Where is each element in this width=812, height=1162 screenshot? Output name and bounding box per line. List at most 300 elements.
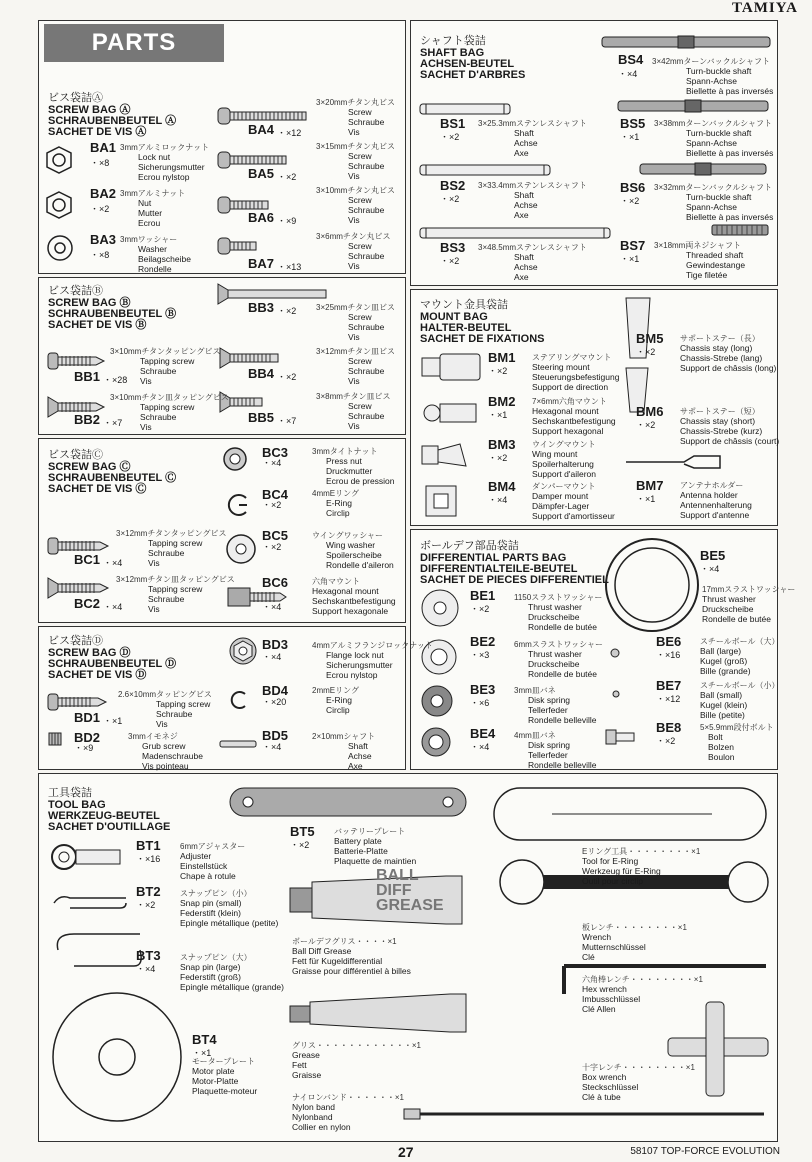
part-names [680,343,776,373]
section-header-mount [420,296,544,345]
part-spec: 3×12mmチタンタッピングビス [116,529,227,538]
section-header-bag-c [48,446,176,495]
part-name-line: Schraube [140,366,177,376]
part-spec: 3×10mmチタン丸ビス [316,186,395,195]
part-name-line: Achse [514,138,538,148]
wing-washer-icon [225,533,257,565]
part-spec: 3×8mmチタン皿ビス [316,392,391,401]
part-spec: スチールボール（小） [700,681,780,690]
part-spec: 3×32mmターンバックルシャフト [654,183,773,192]
part-name-line: Screw [348,151,372,161]
part-names [138,152,205,182]
part-spec: 4mmアルミフランジロックナット [312,641,433,650]
header-en: MOUNT BAG [420,311,488,323]
part-spec: ステアリングマウント [532,353,612,362]
part-name-line: Schraube [348,161,385,171]
part-name-line: Vis [140,422,152,432]
part-quantity: ・×4 [488,495,508,505]
part-names [348,401,384,431]
part-name-line: Axe [348,761,363,771]
part-name-line: Plaquette-moteur [192,1086,258,1096]
part-name-line: Sicherungsmutter [138,162,205,172]
part-quantity: ・×2 [488,453,508,463]
part-quantity: ・×2 [488,366,508,376]
part-name-line: Kugel (groß) [700,656,748,666]
part-name-line: Sicherungsmutter [326,660,393,670]
part-quantity: ・×4 [700,564,720,574]
part-name-line: Adjuster [180,851,212,861]
part-name-line: Vis [348,127,360,137]
part-name-line: Rondelle de butée [702,614,772,624]
part-spec: 3×12mmチタン皿ビス [316,347,395,356]
screw-icon [218,236,258,256]
thrust-washer-icon [420,588,460,628]
tool-name-line: Steckschlüssel [582,1082,639,1092]
part-names [680,416,779,446]
part-spec: 2×10mmシャフト [312,732,376,741]
press-nut-icon [222,446,248,472]
tapping-screw-icon [48,692,108,712]
part-quantity: ・×4 [262,652,282,662]
part-name-line: Circlip [326,705,350,715]
part-name-line: Druckscheibe [702,604,754,614]
part-quantity: ・×4 [262,742,282,752]
part-name-line: Screw [348,241,372,251]
part-name-line: Tapping screw [148,584,203,594]
part-names [514,252,538,282]
part-name-line: Biellette à pas inversés [686,86,774,96]
part-name-line: Schraube [348,322,385,332]
header-fr: SACHET DE VIS Ⓐ [48,126,147,138]
tool-names [292,946,411,976]
part-name-line: Federstift (klein) [180,908,241,918]
part-quantity: ・×2 [277,172,297,182]
tool-name-line: Clé à tube [582,1092,621,1102]
part-name-line: Thrust washer [528,602,582,612]
part-name-line: Support de direction [532,382,609,392]
part-quantity: ・×28 [103,375,128,385]
part-spec: 3×33.4mmステンレスシャフト [478,181,587,190]
part-name-line: Shaft [514,252,534,262]
part-names [528,695,597,725]
part-name-line: Grub screw [142,741,186,751]
part-name-line: Support d'aileron [532,469,596,479]
part-quantity: ・×2 [636,347,656,357]
part-quantity: ・×9 [74,743,94,753]
part-name-line: Bille (grande) [700,666,751,676]
part-names [348,241,384,271]
part-name-line: Turn-buckle shaft [686,66,752,76]
part-name-line: Mutter [138,208,163,218]
tool-name-line: Outil pour circlip [582,876,643,886]
part-quantity: ・×4 [262,458,282,468]
part-names [514,190,538,220]
part-code: BB2 [74,412,101,427]
part-name-line: Screw [348,195,372,205]
part-names [348,195,384,225]
part-names [140,402,194,432]
part-name-line: Nut [138,198,152,208]
part-name-line: Schraube [140,412,177,422]
part-names [326,650,393,680]
model-label: 58107 TOP-FORCE EVOLUTION [630,1146,780,1157]
part-spec: ダンパーマウント [532,482,596,491]
part-name-line: Spann-Achse [686,202,738,212]
part-names [148,584,202,614]
part-name-line: Schraube [348,205,385,215]
part-name-line: Hexagonal mount [312,586,379,596]
tool-spec: 板レンチ・・・・・・・・×1 [582,923,687,932]
adjuster-icon [50,840,124,874]
part-name-line: E-Ring [326,695,352,705]
part-code: BE2 [470,634,496,649]
part-name-line: Rondelle de butée [528,669,598,679]
part-name-line: Shaft [514,128,534,138]
part-name-line: Schraube [156,709,193,719]
part-code: BA1 [90,140,117,155]
part-spec: 3×20mmチタン丸ビス [316,98,395,107]
grease-label-line: GREASE [376,897,444,914]
part-quantity: ・×2 [277,372,297,382]
brand-logo: TAMIYA [731,0,798,16]
part-name-line: Support d'amortisseur [532,511,615,521]
part-name-line: Schraube [348,411,385,421]
part-code: BM2 [488,394,516,409]
part-name-line: Chassis stay (short) [680,416,756,426]
part-name-line: Rondelle de butée [528,622,598,632]
part-quantity: ・×1 [620,254,640,264]
part-names [312,586,396,616]
lock-nut-icon [44,145,74,175]
part-code: BE3 [470,682,496,697]
part-names [138,244,191,274]
part-name-line: Achse [514,200,538,210]
part-spec: 3×10mmチタンタッピングビス [110,347,221,356]
part-code: BM3 [488,437,516,452]
part-name-line: Schraube [148,548,185,558]
page-title: PARTS [44,24,224,62]
threaded-shaft-icon [712,224,768,236]
part-code: BS6 [620,180,646,195]
part-names [348,356,384,386]
part-name-line: Turn-buckle shaft [686,128,752,138]
part-quantity: ・×2 [636,420,656,430]
part-quantity: ・×1 [620,132,640,142]
part-name-line: Druckscheibe [528,612,580,622]
part-code: BT5 [290,824,315,839]
part-name-line: Axe [514,148,529,158]
part-names [148,538,202,568]
part-code: BS4 [618,52,644,67]
tool-names [582,1072,638,1102]
part-spec: 2.6×10mmタッピングビス [118,690,212,699]
part-name-line: Kugel (klein) [700,700,748,710]
part-name-line: Vis [140,376,152,386]
part-spec: 3mmタイトナット [312,447,378,456]
tool-spec: ナイロンバンド・・・・・・×1 [292,1093,404,1102]
part-quantity: ・×1 [636,494,656,504]
part-name-line: Bolzen [708,742,734,752]
part-names [348,107,384,137]
part-name-line: Snap pin (large) [180,962,241,972]
snap-pin-small-icon [50,892,130,914]
part-quantity: ・×2 [290,840,310,850]
part-names [180,898,278,928]
part-name-line: Support hexagonal [532,426,604,436]
ball-large-icon [610,648,620,658]
part-quantity: ・×4 [103,602,123,612]
part-name-line: Axe [514,210,529,220]
part-code: BE1 [470,588,496,603]
shaft-icon [220,740,256,748]
part-name-line: Einstellstück [180,861,228,871]
part-code: BC1 [74,552,101,567]
tool-name-line: Clé [582,952,595,962]
tool-names [292,1102,351,1132]
tool-spec: ボールデフグリス・・・・×1 [292,937,397,946]
part-quantity: ・×2 [440,256,460,266]
part-name-line: Disk spring [528,740,571,750]
turnbuckle-shaft-icon [618,100,768,112]
part-spec: 3mmイモネジ [128,732,178,741]
part-name-line: Wing mount [532,449,578,459]
part-code: BA5 [248,166,275,181]
part-quantity: ・×16 [656,650,681,660]
part-quantity: ・×2 [90,204,110,214]
part-name-line: Snap pin (small) [180,898,242,908]
part-spec: 7×6mm六角マウント [532,397,607,406]
motor-plate-icon [50,990,184,1124]
part-name-line: Lock nut [138,152,171,162]
tool-names [292,1050,321,1080]
part-quantity: ・×12 [277,128,302,138]
part-name-line: Chassis stay (long) [680,343,753,353]
part-name-line: Support de châssis (court) [680,436,780,446]
part-quantity: ・×1 [192,1048,212,1058]
part-names [348,151,384,181]
part-name-line: Wing washer [326,540,376,550]
grease-tube-icon [290,990,470,1036]
part-names [326,695,352,715]
part-spec: スチールボール（大） [700,637,780,646]
part-names [326,540,394,570]
part-quantity: ・×9 [277,216,297,226]
part-spec: 3×15mmチタン丸ビス [316,142,395,151]
part-name-line: Schraube [348,251,385,261]
part-names [528,602,597,632]
header-en: SCREW BAG Ⓓ [48,647,131,659]
part-code: BA6 [248,210,275,225]
header-fr: SACHET D'OUTILLAGE [48,821,171,833]
tool-name-line: Fett [292,1060,307,1070]
part-names [140,356,194,386]
part-name-line: Epingle métallique (grande) [180,982,284,992]
snap-pin-large-icon [50,928,146,972]
part-code: BS5 [620,116,646,131]
part-name-line: Achse [514,262,538,272]
part-name-line: Threaded shaft [686,250,744,260]
part-names [700,690,747,720]
part-code: BS1 [440,116,466,131]
tool-name-line: Fett für Kugeldifferential [292,956,383,966]
part-spec: 6mmスラストワッシャー [514,640,603,649]
header-de: SCHRAUBENBEUTEL Ⓒ [48,472,177,484]
part-name-line: Thrust washer [702,594,756,604]
part-name-line: Steering mount [532,362,590,372]
shaft-icon [420,226,610,240]
header-de: SCHRAUBENBEUTEL Ⓑ [48,308,177,320]
part-name-line: Biellette à pas inversés [686,212,774,222]
part-names [156,699,210,729]
wing-mount-icon [420,440,470,470]
part-names [532,449,596,479]
header-jp: ビス袋詰Ⓑ [48,285,103,297]
tool-spec: Eリング工具・・・・・・・・×1 [582,847,701,856]
header-de: WERKZEUG-BEUTEL [48,810,160,822]
part-code: BS7 [620,238,646,253]
tool-name-line: Graisse pour différentiel à billes [292,966,411,976]
tool-name-line: Clé Allen [582,1004,616,1014]
header-en: SCREW BAG Ⓐ [48,104,131,116]
part-names [532,491,615,521]
part-spec: アンテナホルダー [680,481,744,490]
part-code: BT2 [136,884,161,899]
part-quantity: ・×7 [277,416,297,426]
part-name-line: Tige filetée [686,270,728,280]
tool-name-line: Hex wrench [582,984,627,994]
part-names [686,250,745,280]
box-wrench-icon [662,1000,772,1100]
header-jp: 工具袋詰 [48,787,92,799]
tool-name-line: Nylon band [292,1102,336,1112]
shaft-icon [420,102,510,116]
nylon-band-icon [404,1106,768,1122]
header-jp: ビス袋詰Ⓐ [48,92,103,104]
part-code: BC6 [262,575,289,590]
part-names [686,66,773,96]
part-names [348,312,384,342]
part-name-line: Spoilerscheibe [326,550,382,560]
diff-grease-label [376,868,444,913]
thrust-washer-17-icon [602,535,702,635]
part-name-line: Druckscheibe [528,659,580,669]
part-name-line: Schraube [148,594,185,604]
part-name-line: Ecrou [138,218,161,228]
part-name-line: Epingle métallique (petite) [180,918,279,928]
part-name-line: Batterie-Platte [334,846,388,856]
part-name-line: Bille (petite) [700,710,745,720]
part-name-line: Vis [148,604,160,614]
tool-names [582,984,640,1014]
part-name-line: Screw [348,356,372,366]
part-name-line: Vis [348,261,360,271]
part-name-line: Chassis-Strebe (kurz) [680,426,763,436]
part-names [702,594,771,624]
ball-small-icon [612,690,620,698]
part-name-line: Damper mount [532,491,589,501]
part-name-line: Madenschraube [142,751,203,761]
part-quantity: ・×2 [262,542,282,552]
part-name-line: Ecrou de pression [326,476,395,486]
header-en: SHAFT BAG [420,47,485,59]
part-name-line: Screw [348,107,372,117]
part-spec: ウイングワッシャー [312,531,384,540]
part-quantity: ・×2 [656,736,676,746]
part-name-line: Chape à rotule [180,871,236,881]
part-name-line: Steuerungsbefestigung [532,372,620,382]
tool-name-line: Mutternschlüssel [582,942,646,952]
part-name-line: Ecrou nylstop [138,172,190,182]
antenna-holder-icon [624,452,724,474]
header-jp: シャフト袋詰 [420,35,486,47]
washer-icon [46,234,74,262]
header-jp: ビス袋詰Ⓓ [48,635,103,647]
part-code: BD4 [262,683,289,698]
part-names [138,198,162,228]
header-fr: SACHET DE PIECES DIFFERENTIEL [420,574,609,586]
e-ring-icon [226,492,252,518]
part-name-line: Tapping screw [148,538,203,548]
hex-mount-icon [420,398,480,428]
part-name-line: Screw [348,401,372,411]
part-name-line: Press nut [326,456,362,466]
header-de: DIFFERENTIALTEILE-BEUTEL [420,563,578,575]
header-en: SCREW BAG Ⓑ [48,297,131,309]
page-number: 27 [398,1144,414,1160]
part-spec: 3mmアルミロックナット [120,143,210,152]
part-name-line: Turn-buckle shaft [686,192,752,202]
section-header-bag-a [48,89,176,138]
part-code: BA3 [90,232,117,247]
part-name-line: Support d'antenne [680,510,750,520]
part-name-line: Gewindestange [686,260,746,270]
damper-mount-icon [424,484,458,518]
part-spec: 3×38mmターンバックルシャフト [654,119,773,128]
part-quantity: ・×12 [656,694,681,704]
nut-icon [44,190,74,220]
part-quantity: ・×13 [277,262,302,272]
section-header-shaft [420,32,525,81]
part-name-line: Vis [156,719,168,729]
part-code: BT1 [136,838,161,853]
part-spec: 3×42mmターンバックルシャフト [652,57,771,66]
part-name-line: Antennenhalterung [680,500,752,510]
flange-lock-nut-icon [228,636,258,666]
header-en: DIFFERENTIAL PARTS BAG [420,552,567,564]
tool-name-line: Grease [292,1050,320,1060]
header-fr: SACHET D'ARBRES [420,69,526,81]
part-code: BE7 [656,678,682,693]
part-name-line: Schraube [348,366,385,376]
part-code: BE5 [700,548,726,563]
part-spec: ウイングマウント [532,440,596,449]
grease-label-line: DIFF [376,882,412,899]
steering-mount-icon [420,350,484,382]
part-quantity: ・×2 [277,306,297,316]
tool-name-line: Box wrench [582,1072,627,1082]
part-code: BT4 [192,1032,217,1047]
part-spec: 3mm皿バネ [514,686,556,695]
grub-screw-icon [48,732,62,746]
part-name-line: Sechskantbefestigung [532,416,616,426]
part-quantity: ・×2 [440,132,460,142]
part-code: BE6 [656,634,682,649]
part-quantity: ・×8 [90,158,110,168]
part-name-line: Motor plate [192,1066,235,1076]
part-name-line: Achse [348,751,372,761]
part-names [528,740,597,770]
part-name-line: Dämpfer-Lager [532,501,590,511]
